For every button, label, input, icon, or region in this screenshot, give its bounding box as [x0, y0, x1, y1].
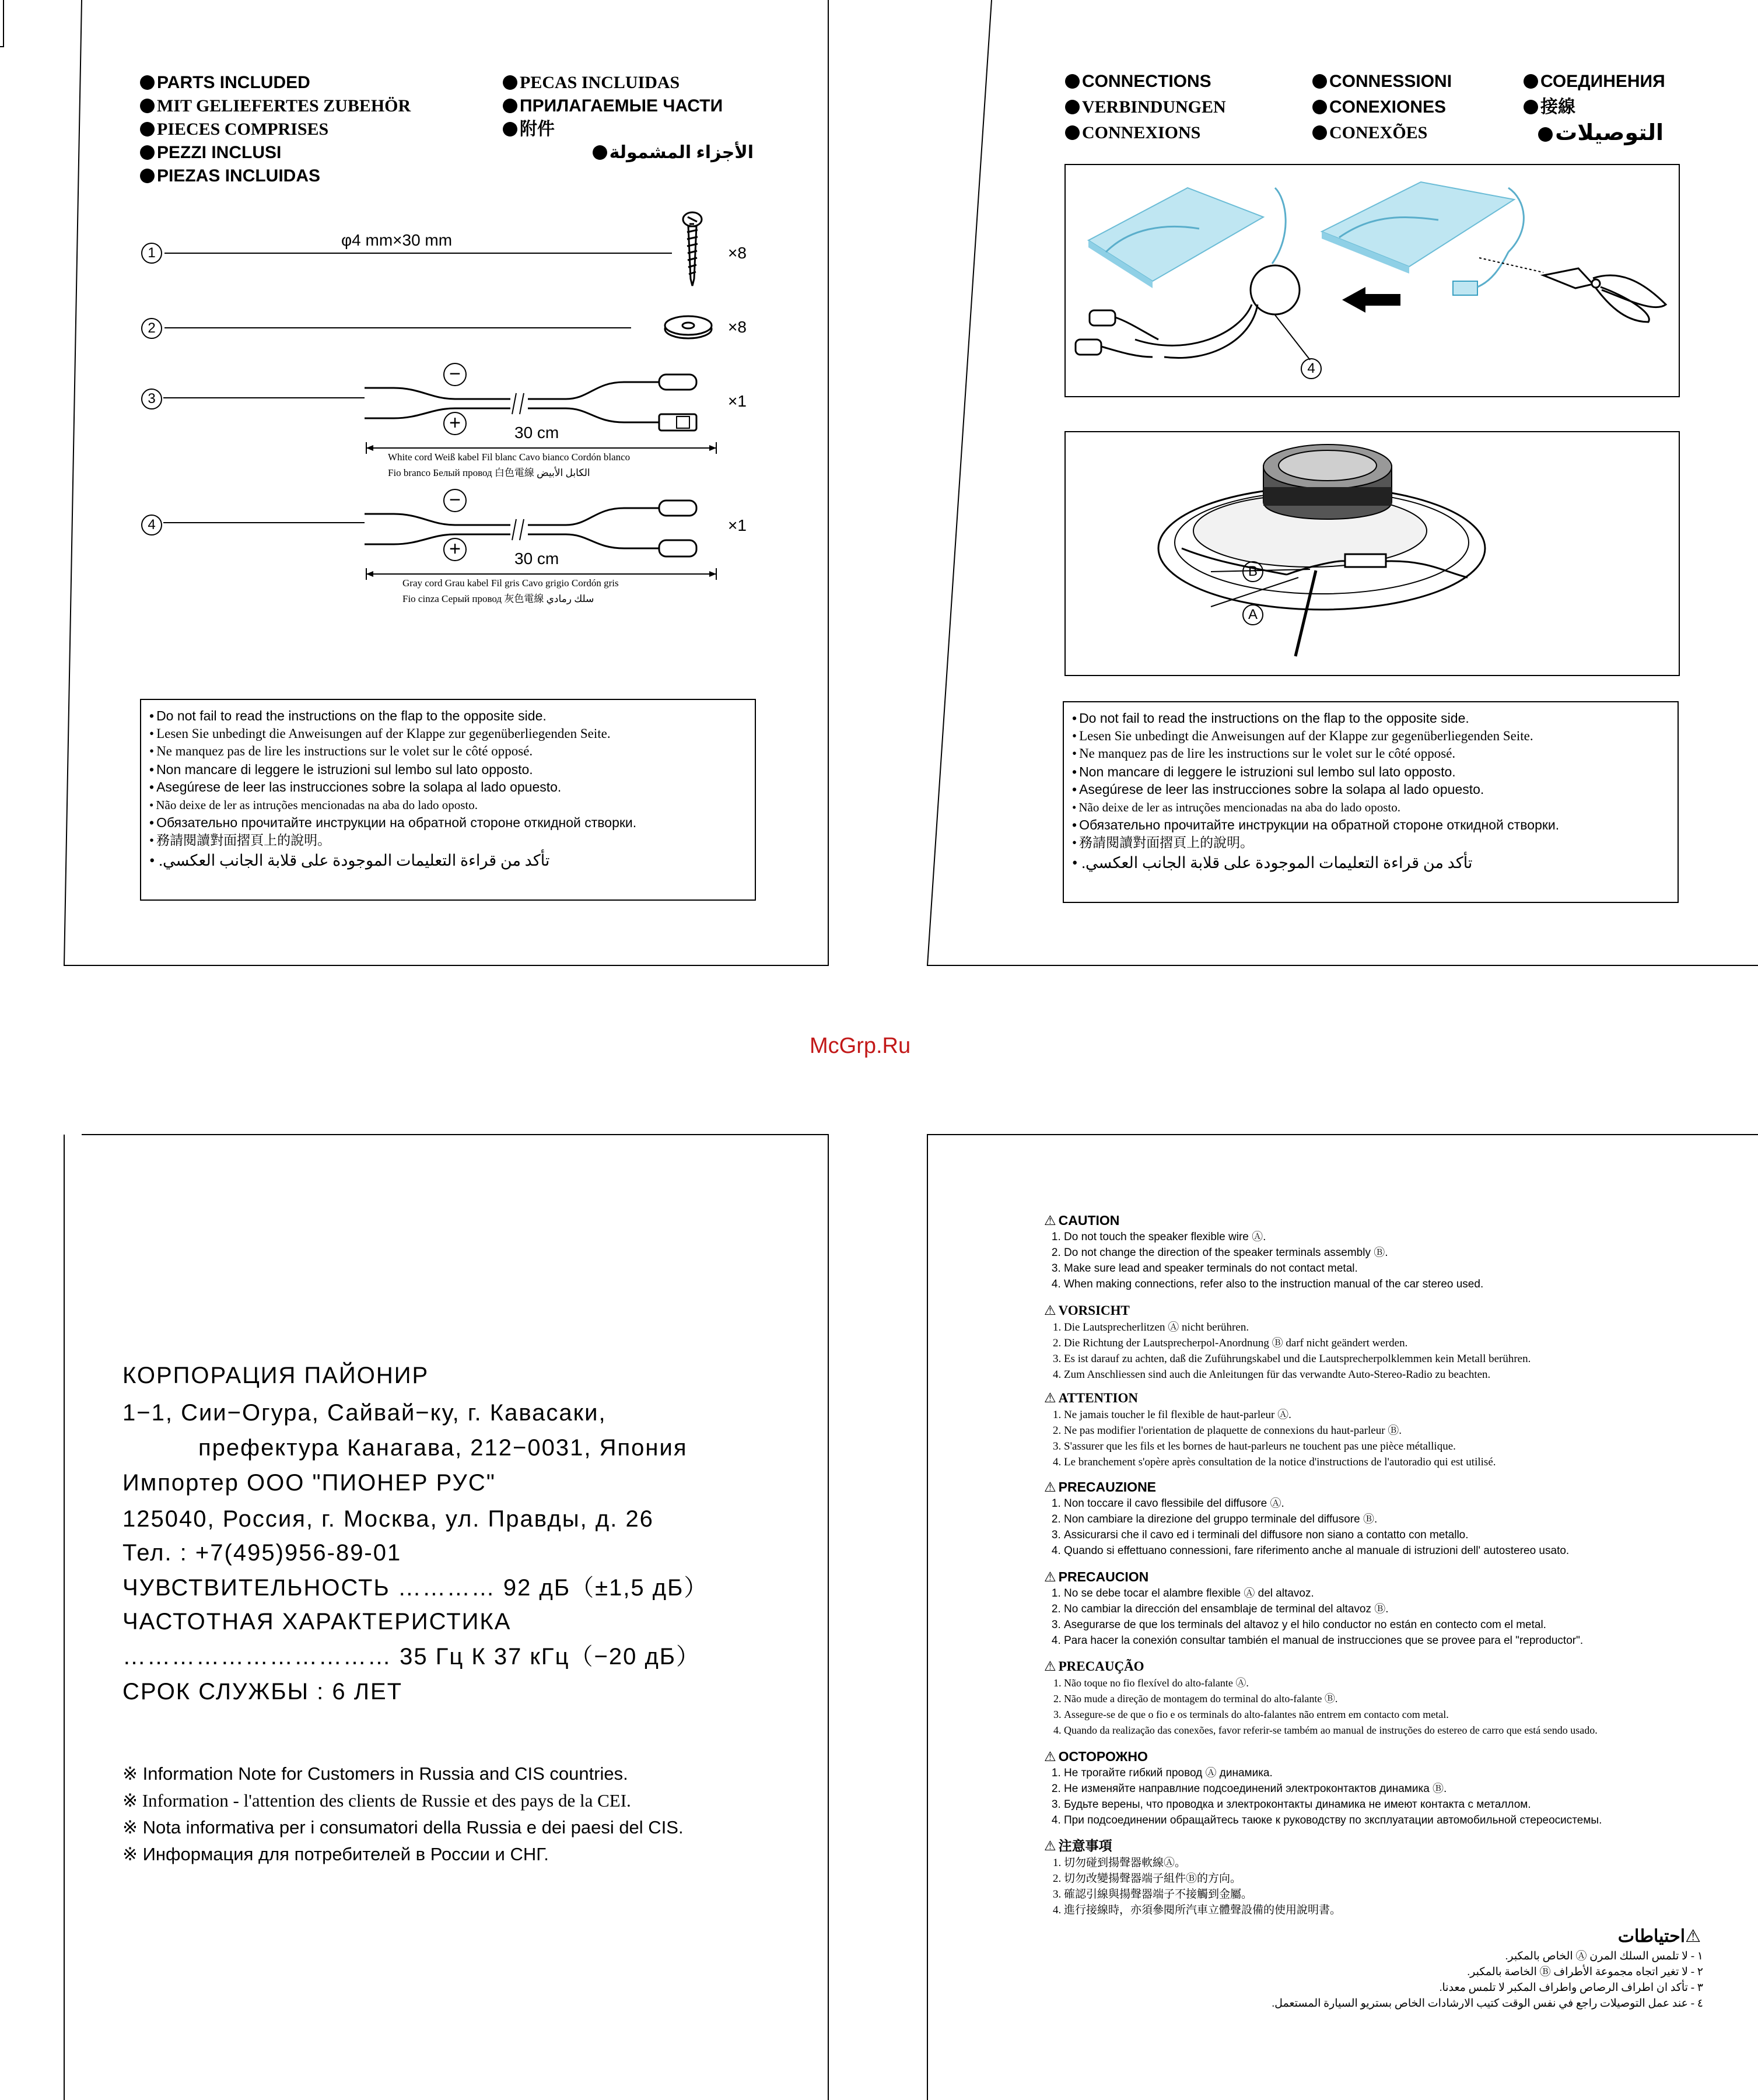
caution-ru-4: 4. При подсоединении обращайтесь таюке к руководству по зксплуатации автомобильной стереосистемы. — [1064, 1812, 1709, 1828]
length-label-4: 30 cm — [514, 550, 559, 568]
screw-size-label: φ4 mm×30 mm — [341, 231, 453, 249]
ru-sensitivity: ЧУВСТВИТЕЛЬНОСТЬ ………… 92 дБ（±1,5 дБ） — [122, 1575, 709, 1601]
caution-es-4: 4. Para hacer la conexión consultar también el manual de instrucciones que se provee para el "reproductor". — [1064, 1633, 1709, 1648]
caution-zh-4: 4. 進行接線時，亦須參閱所汽車立體聲設備的使用說明書。 — [1064, 1902, 1709, 1918]
notice2-line-de: • Lesen Sie unbedingt die Anweisungen auf der Klappe zur gegenüberliegenden Seite. — [1072, 727, 1669, 746]
cord-3-desc-2: Fio branco Белый провод 白色電線 الكابل الأبيض — [388, 467, 590, 478]
notice2-line-zh: • 務請閱讀對面摺頁上的說明。 — [1072, 834, 1669, 852]
speaker-diagram — [1065, 432, 1680, 677]
caution-fr-4: 4. Le branchement s'opère après consultation de la notice d'instructions de l'autoradio qui est utilisé. — [1064, 1454, 1709, 1470]
caution-section-es — [1044, 1568, 1709, 1648]
caution-title-fr: ⚠ ATTENTION — [1044, 1390, 1709, 1407]
ru-company: КОРПОРАЦИЯ ПАЙОНИР — [122, 1363, 429, 1388]
info-note-en: ※ Information Note for Customers in Russia and CIS countries. — [122, 1763, 628, 1784]
item-number-1: 1 — [141, 243, 162, 264]
caution-ru-1: 1. Не трогайте гибкий провод Ⓐ динамика. — [1064, 1765, 1709, 1781]
caution-title-it: ⚠ PRECAUZIONE — [1044, 1478, 1709, 1496]
caution-ar-4: ٤ - عند عمل التوصيلات راجع في نفس الوقت كتيب الارشادات الخاص بستريو السيارة المستعمل. — [1272, 1997, 1703, 2010]
caution-en-2: 2. Do not change the direction of the speaker terminals assembly Ⓑ. — [1064, 1245, 1709, 1261]
caution-title-es: ⚠ PRECAUCION — [1044, 1568, 1709, 1586]
ru-importer-address: 125040, Россия, г. Москва, ул. Правды, д. 26 — [122, 1506, 654, 1532]
caution-de-2: 2. Die Richtung der Lautsprecherpol-Anordnung Ⓑ darf nicht geändert werden. — [1064, 1335, 1709, 1351]
caution-es-2: 2. No cambiar la dirección del ensamblaje de terminal del altavoz Ⓑ. — [1064, 1601, 1709, 1617]
heading-conn-es: CONEXIONES — [1312, 94, 1452, 120]
caution-section-it — [1044, 1478, 1709, 1559]
screw-icon — [677, 211, 712, 287]
callout-wire-a: A — [1242, 604, 1263, 625]
notice-line-it: • Non mancare di leggere le istruzioni sul lembo sul lato opposto. — [149, 761, 747, 779]
heading-conn-de: VERBINDUNGEN — [1065, 94, 1226, 120]
notice-line-de: • Lesen Sie unbedingt die Anweisungen auf der Klappe zur gegenüberliegenden Seite. — [149, 725, 747, 743]
item-qty-2: ×8 — [728, 318, 747, 336]
heading-parts-de: MIT GELIEFERTES ZUBEHÖR — [140, 94, 411, 118]
info-note-it: ※ Nota informativa per i consumatori della Russia e dei paesi del CIS. — [122, 1817, 684, 1838]
caution-fr-2: 2. Ne pas modifier l'orientation de plaquette de connexions du haut-parleur Ⓑ. — [1064, 1423, 1709, 1438]
heading-conn-ru: СОЕДИНЕНИЯ — [1524, 69, 1665, 94]
caution-fr-1: 1. Ne jamais toucher le fil flexible de haut-parleur Ⓐ. — [1064, 1407, 1709, 1423]
cord-3-desc-1: White cord Weiß kabel Fil blanc Cavo bianco Cordón blanco — [388, 452, 631, 463]
heading-conn-zh: 接線 — [1524, 94, 1665, 120]
caution-section-ar — [1237, 1925, 1703, 2011]
item-number-4: 4 — [141, 514, 162, 536]
notice2-line-fr: • Ne manquez pas de lire les instructions sur le volet sur le côté opposé. — [1072, 745, 1669, 763]
caution-section-de — [1044, 1302, 1709, 1382]
notice2-line-es: • Asegúrese de leer las instrucciones sobre la solapa al lado opuesto. — [1072, 780, 1669, 799]
ru-freq-title: ЧАСТОТНАЯ ХАРАКТЕРИСТИКА — [122, 1609, 512, 1634]
caution-pt-2: 2. Não mude a direção de montagem do terminal do alto-falante Ⓑ. — [1064, 1691, 1709, 1707]
heading-parts-es: PIEZAS INCLUIDAS — [140, 164, 411, 188]
caution-pt-3: 3. Assegure-se de que o fio e os terminals do alto-falantes não entrem em contacto com metal. — [1064, 1707, 1709, 1723]
caution-section-zh — [1044, 1838, 1709, 1918]
heading-conn-pt: CONEXÕES — [1312, 120, 1452, 146]
heading-parts-zh: 附件 — [503, 118, 754, 141]
ru-freq-value: …………………………… 35 Гц К 37 кГц（−20 дБ） — [122, 1644, 701, 1670]
heading-parts-it: PEZZI INCLUSI — [140, 141, 411, 164]
cord-4-desc-2: Fio cinza Серый провод 灰色電線 سلك رمادي — [402, 593, 594, 604]
item-1-leader — [164, 252, 806, 254]
notice-box-connections — [1063, 701, 1679, 903]
caution-de-3: 3. Es ist darauf zu achten, daß die Zuführungskabel und die Lautsprecherpolklemmen kein Metall berühren. — [1064, 1351, 1709, 1367]
caution-ar-1: ١ - لا تلمس السلك المرن Ⓐ الخاص بالمكبر. — [1505, 1950, 1703, 1962]
caution-fr-3: 3. S'assurer que les fils et les bornes de haut-parleurs ne touchent pas une pièce métallique. — [1064, 1438, 1709, 1454]
item-number-3: 3 — [141, 388, 162, 410]
heading-parts-en: PARTS INCLUDED — [140, 71, 411, 94]
caution-it-4: 4. Quando si effettuano connessioni, fare riferimento anche al manuale di istruzioni dell' autostereo usato. — [1064, 1543, 1709, 1559]
caution-title-zh: ⚠ 注意事項 — [1044, 1838, 1709, 1855]
caution-it-1: 1. Non toccare il cavo flessibile del diffusore Ⓐ. — [1064, 1496, 1709, 1511]
minus-mark-3: − — [443, 363, 467, 386]
notice2-line-en: • Do not fail to read the instructions on the flap to the opposite side. — [1072, 709, 1669, 727]
notice-line-fr: • Ne manquez pas de lire les instructions sur le volet sur le côté opposé. — [149, 743, 747, 761]
caution-title-en: ⚠ CAUTION — [1044, 1212, 1709, 1229]
heading-parts-ru: ПРИЛАГАЕМЫЕ ЧАСТИ — [503, 94, 754, 118]
callout-cord-4: 4 — [1301, 358, 1322, 379]
notice2-line-pt: • Não deixe de ler as intruções mencionadas na aba do lado oposto. — [1072, 799, 1669, 817]
heading-parts-pt: PECAS INCLUIDAS — [503, 71, 754, 94]
notice2-line-ar: تأكد من قراءة التعليمات الموجودة على قلابة الجانب العكسي. • — [1072, 854, 1473, 872]
caution-en-3: 3. Make sure lead and speaker terminals do not contact metal. — [1064, 1261, 1709, 1276]
notice-line-zh: • 務請閱讀對面摺頁上的說明。 — [149, 832, 747, 850]
parts-headings-left — [140, 71, 411, 188]
ru-phone: Тел. : +7(495)956-89-01 — [122, 1540, 402, 1566]
caution-zh-3: 3. 確認引線與揚聲器端子不接觸到金屬。 — [1064, 1887, 1709, 1902]
caution-de-4: 4. Zum Anschliessen sind auch die Anleitungen für das verwandte Auto-Stereo-Radio zu beachten. — [1064, 1367, 1709, 1382]
notice-line-es: • Asegúrese de leer las instrucciones sobre la solapa al lado opuesto. — [149, 778, 747, 796]
item-2-leader — [164, 327, 806, 329]
connections-headings-col2 — [1312, 69, 1452, 146]
ru-importer: Импортер ООО "ПИОНЕР РУС" — [122, 1470, 496, 1496]
connections-headings-col3 — [1524, 69, 1665, 146]
caution-en-4: 4. When making connections, refer also to the instruction manual of the car stereo used. — [1064, 1276, 1709, 1292]
caution-pt-1: 1. Não toque no fio flexível do alto-falante Ⓐ. — [1064, 1675, 1709, 1691]
watermark-link[interactable]: McGrp.Ru — [810, 1034, 911, 1058]
callout-terminal-b: B — [1242, 561, 1263, 582]
caution-es-1: 1. No se debe tocar el alambre flexible Ⓐ del altavoz. — [1064, 1586, 1709, 1601]
wiring-diagram — [1065, 164, 1680, 398]
caution-section-ru — [1044, 1748, 1709, 1828]
caution-title-pt: ⚠ PRECAUÇÃO — [1044, 1658, 1709, 1675]
heading-parts-ar: الأجزاء المشمولة — [503, 141, 754, 164]
caution-zh-2: 2. 切勿改變揚聲器端子組件Ⓑ的方向。 — [1064, 1871, 1709, 1887]
caution-zh-1: 1. 切勿碰到揚聲器軟線Ⓐ。 — [1064, 1855, 1709, 1871]
caution-title-ar: ⚠ احتياطات — [1237, 1925, 1703, 1948]
notice-line-en: • Do not fail to read the instructions on the flap to the opposite side. — [149, 707, 747, 725]
caution-ar-2: ٢ - لا تغير اتجاه مجموعة الأطراف Ⓑ الخاصة بالمكبر. — [1467, 1966, 1703, 1978]
item-qty-4: ×1 — [728, 516, 747, 534]
heading-conn-en: CONNECTIONS — [1065, 69, 1226, 94]
notice2-line-it: • Non mancare di leggere le istruzioni sul lembo sul lato opposto. — [1072, 763, 1669, 781]
caution-section-pt — [1044, 1658, 1709, 1738]
plus-mark-4: + — [443, 538, 467, 561]
notice-line-pt: • Não deixe de ler as intruções mencionadas na aba do lado oposto. — [149, 796, 747, 814]
notice2-line-ru: • Обязательно прочитайте инструкции на обратной стороне откидной створки. — [1072, 816, 1669, 834]
caution-es-3: 3. Asegurarse de que los terminals del altavoz y el hilo conductor no están en contecto com el metal. — [1064, 1617, 1709, 1633]
notice-line-ar: تأكد من قراءة التعليمات الموجودة على قلابة الجانب العكسي. • — [149, 852, 550, 869]
cord-4-desc-1: Gray cord Grau kabel Fil gris Cavo grigio Cordón gris — [402, 578, 619, 589]
heading-conn-ar: التوصيلات — [1524, 120, 1664, 146]
info-note-fr: ※ Information - l'attention des clients de Russie et des pays de la CEI. — [122, 1790, 631, 1811]
item-qty-3: ×1 — [728, 392, 747, 410]
heading-conn-fr: CONNEXIONS — [1065, 120, 1226, 146]
heading-parts-fr: PIECES COMPRISES — [140, 118, 411, 141]
caution-it-3: 3. Assicurarsi che il cavo ed i terminali del diffusore non siano a contatto con metallo. — [1064, 1527, 1709, 1543]
caution-title-de: ⚠ VORSICHT — [1044, 1302, 1709, 1320]
ru-address-1: 1−1, Сии−Огура, Сайвай−ку, г. Кавасаки, — [122, 1400, 607, 1426]
ru-address-2: префектура Канагава, 212−0031, Япония — [198, 1435, 688, 1461]
caution-it-2: 2. Non cambiare la direzione del gruppo terminale del diffusore Ⓑ. — [1064, 1511, 1709, 1527]
ru-service-life: СРОК СЛУЖБЫ : 6 ЛЕТ — [122, 1679, 403, 1704]
parts-headings-right — [503, 71, 754, 164]
length-label-3: 30 cm — [514, 424, 559, 442]
connections-headings-col1 — [1065, 69, 1226, 146]
heading-conn-it: CONNESSIONI — [1312, 69, 1452, 94]
caution-en-1: 1. Do not touch the speaker flexible wire Ⓐ. — [1064, 1229, 1709, 1245]
caution-section-fr — [1044, 1390, 1709, 1470]
caution-ru-2: 2. Не изменяйте направлние подсоединений электроконтактов динамика Ⓑ. — [1064, 1781, 1709, 1797]
caution-ar-list — [1237, 1948, 1703, 2011]
item-number-2: 2 — [141, 318, 162, 339]
caution-title-ru: ⚠ ОСТОРОЖНО — [1044, 1748, 1709, 1765]
item-qty-1: ×8 — [728, 244, 747, 262]
caution-ar-3: ٣ - تأكد ان اطراف الرصاص واطراف المكبر لا تلمس معدنا. — [1439, 1982, 1703, 1994]
notice-box-parts — [140, 699, 756, 901]
caution-pt-4: 4. Quando da realização das conexões, favor referir-se também ao manual de instruções do estereo de carro que está sendo usado. — [1064, 1723, 1709, 1738]
caution-section-en — [1044, 1212, 1709, 1292]
notice-line-ru: • Обязательно прочитайте инструкции на обратной стороне откидной створки. — [149, 814, 747, 832]
caution-de-1: 1. Die Lautsprecherlitzen Ⓐ nicht berühren. — [1064, 1320, 1709, 1335]
caution-ru-3: 3. Будьте верены, что проводка и злектроконтакты динамика не имеют контакта с металлом. — [1064, 1797, 1709, 1812]
info-note-ru: ※ Информация для потребителей в России и СНГ. — [122, 1844, 549, 1864]
plus-mark-3: + — [443, 412, 467, 435]
minus-mark-4: − — [443, 489, 467, 512]
